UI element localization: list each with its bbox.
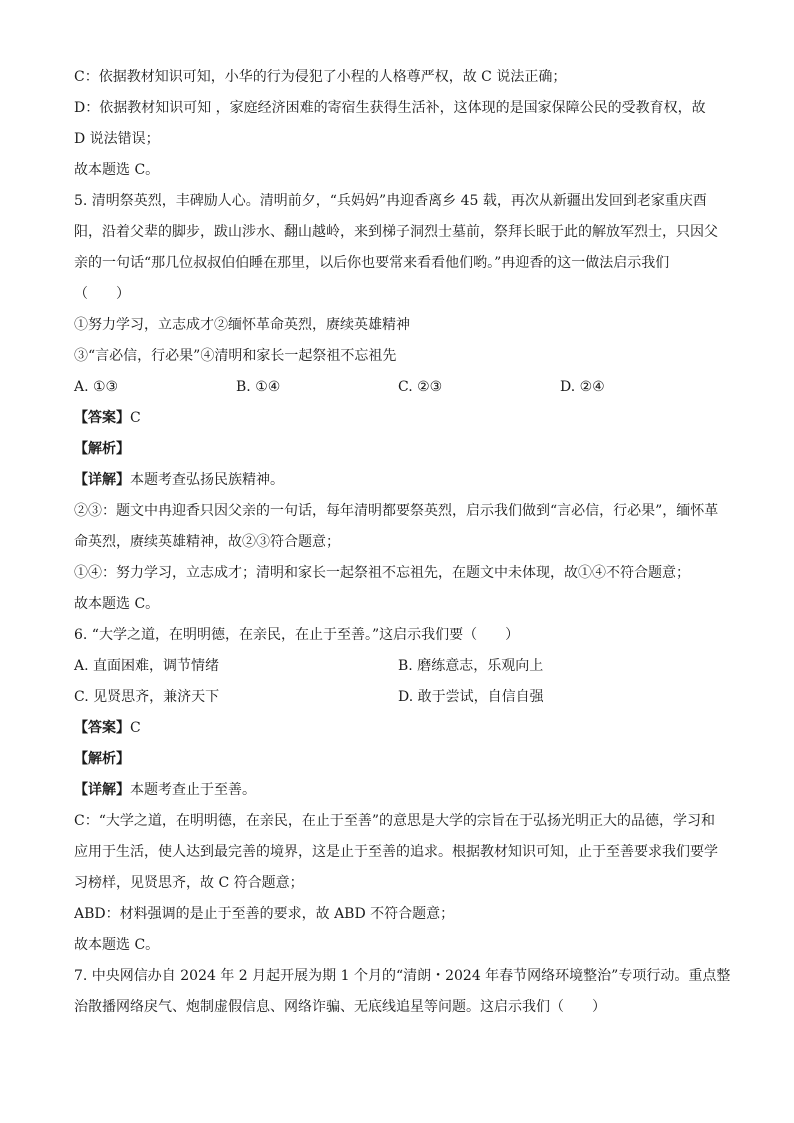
- analysis-tag: 【解析】: [74, 751, 130, 767]
- statement-line: ③“言必信，行必果”④清明和家长一起祭祖不忘祖先: [74, 348, 397, 364]
- detail-tag: 【详解】: [74, 472, 130, 488]
- detail-line: [74, 465, 730, 496]
- statement-line: ①努力学习，立志成才②缅怀革命英烈，赓续英雄精神: [74, 317, 410, 333]
- question-stem: 6. “大学之道，在明明德，在亲民，在止于至善。”这启示我们要（ ）: [74, 627, 520, 643]
- explanation-line: 命英烈，赓续英雄精神，故②③符合题意；: [74, 534, 340, 550]
- explanation-line: 故本题选 C。: [74, 937, 160, 953]
- answer-tag: 【答案】: [74, 720, 130, 736]
- options-row: [74, 372, 730, 403]
- option-a: A. ①③: [74, 379, 119, 395]
- analysis-line: [74, 744, 730, 775]
- explanation-line: ①④：努力学习，立志成才；清明和家长一起祭祖不忘祖先，在题文中未体现，故①④不符合题意；: [74, 565, 690, 581]
- answer-line: [74, 403, 730, 434]
- answer-value: C: [130, 720, 141, 736]
- answer-tag: 【答案】: [74, 410, 130, 426]
- explanation-line: 习榜样，见贤思齐，故 C 符合题意；: [74, 875, 304, 891]
- question-6: [74, 620, 730, 961]
- option-a: A. 直面困难，调节情绪: [74, 658, 220, 674]
- detail-text: 本题考查止于至善。: [130, 782, 256, 798]
- options-row: [74, 682, 730, 713]
- question-7: [74, 961, 730, 1023]
- option-b: B. ①④: [236, 379, 281, 395]
- question-stem: 治散播网络戾气、炮制虚假信息、网络诈骗、无底线追星等问题。这启示我们（ ）: [74, 999, 606, 1015]
- question-stem: 阳，沿着父辈的脚步，跋山涉水、翻山越岭，来到梯子洞烈士墓前，祭拜长眠于此的解放军烈士，只因父: [74, 224, 718, 240]
- text-line: D 说法错误；: [74, 131, 160, 147]
- text-line: D：依据教材知识可知 ，家庭经济困难的寄宿生获得生活补，这体现的是国家保障公民的受教育权，故: [74, 100, 706, 116]
- options-row: [74, 651, 730, 682]
- detail-line: [74, 775, 730, 806]
- option-d: D. 敢于尝试，自信自强: [398, 689, 544, 705]
- detail-text: 本题考查弘扬民族精神。: [130, 472, 284, 488]
- explanation-line: C：“大学之道，在明明德，在亲民，在止于至善”的意思是大学的宗旨在于弘扬光明正大的品德，学习和: [74, 813, 716, 829]
- question-5: [74, 186, 730, 620]
- question-stem: 亲的一句话“那几位叔叔伯伯睡在那里，以后你也要常来看看他们哟。”冉迎香的这一做法启示我们: [74, 255, 670, 271]
- question-stem: 7. 中央网信办自 2024 年 2 月起开展为期 1 个月的“清朗・2024 年春节网络环境整治”专项行动。重点整: [74, 968, 730, 984]
- option-c: C. ②③: [398, 379, 443, 395]
- document-page: [74, 62, 730, 1023]
- option-b: B. 磨练意志，乐观向上: [398, 658, 544, 674]
- text-line: C：依据教材知识可知，小华的行为侵犯了小程的人格尊严权，故 C 说法正确；: [74, 69, 567, 85]
- explanation-line: ②③：题文中冉迎香只因父亲的一句话，每年清明都要祭英烈，启示我们做到“言必信，行必果”，缅怀革: [74, 503, 719, 519]
- answer-line: [74, 713, 730, 744]
- option-c: C. 见贤思齐，兼济天下: [74, 689, 220, 705]
- explanation-line: 故本题选 C。: [74, 596, 160, 612]
- question-stem: （ ）: [74, 286, 130, 302]
- question-stem: 5. 清明祭英烈，丰碑励人心。清明前夕，“兵妈妈”冉迎香离乡 45 载，再次从新疆出发回到老家重庆酉: [74, 193, 707, 209]
- analysis-tag: 【解析】: [74, 441, 130, 457]
- explanation-line: 应用于生活，使人达到最完善的境界，这是止于至善的追求。根据教材知识可知，止于至善要求我们要学: [74, 844, 718, 860]
- text-line: 故本题选 C。: [74, 162, 160, 178]
- option-d: D. ②④: [560, 379, 605, 395]
- detail-tag: 【详解】: [74, 782, 130, 798]
- analysis-line: [74, 434, 730, 465]
- answer-value: C: [130, 410, 141, 426]
- explanation-line: ABD：材料强调的是止于至善的要求，故 ABD 不符合题意；: [74, 906, 455, 922]
